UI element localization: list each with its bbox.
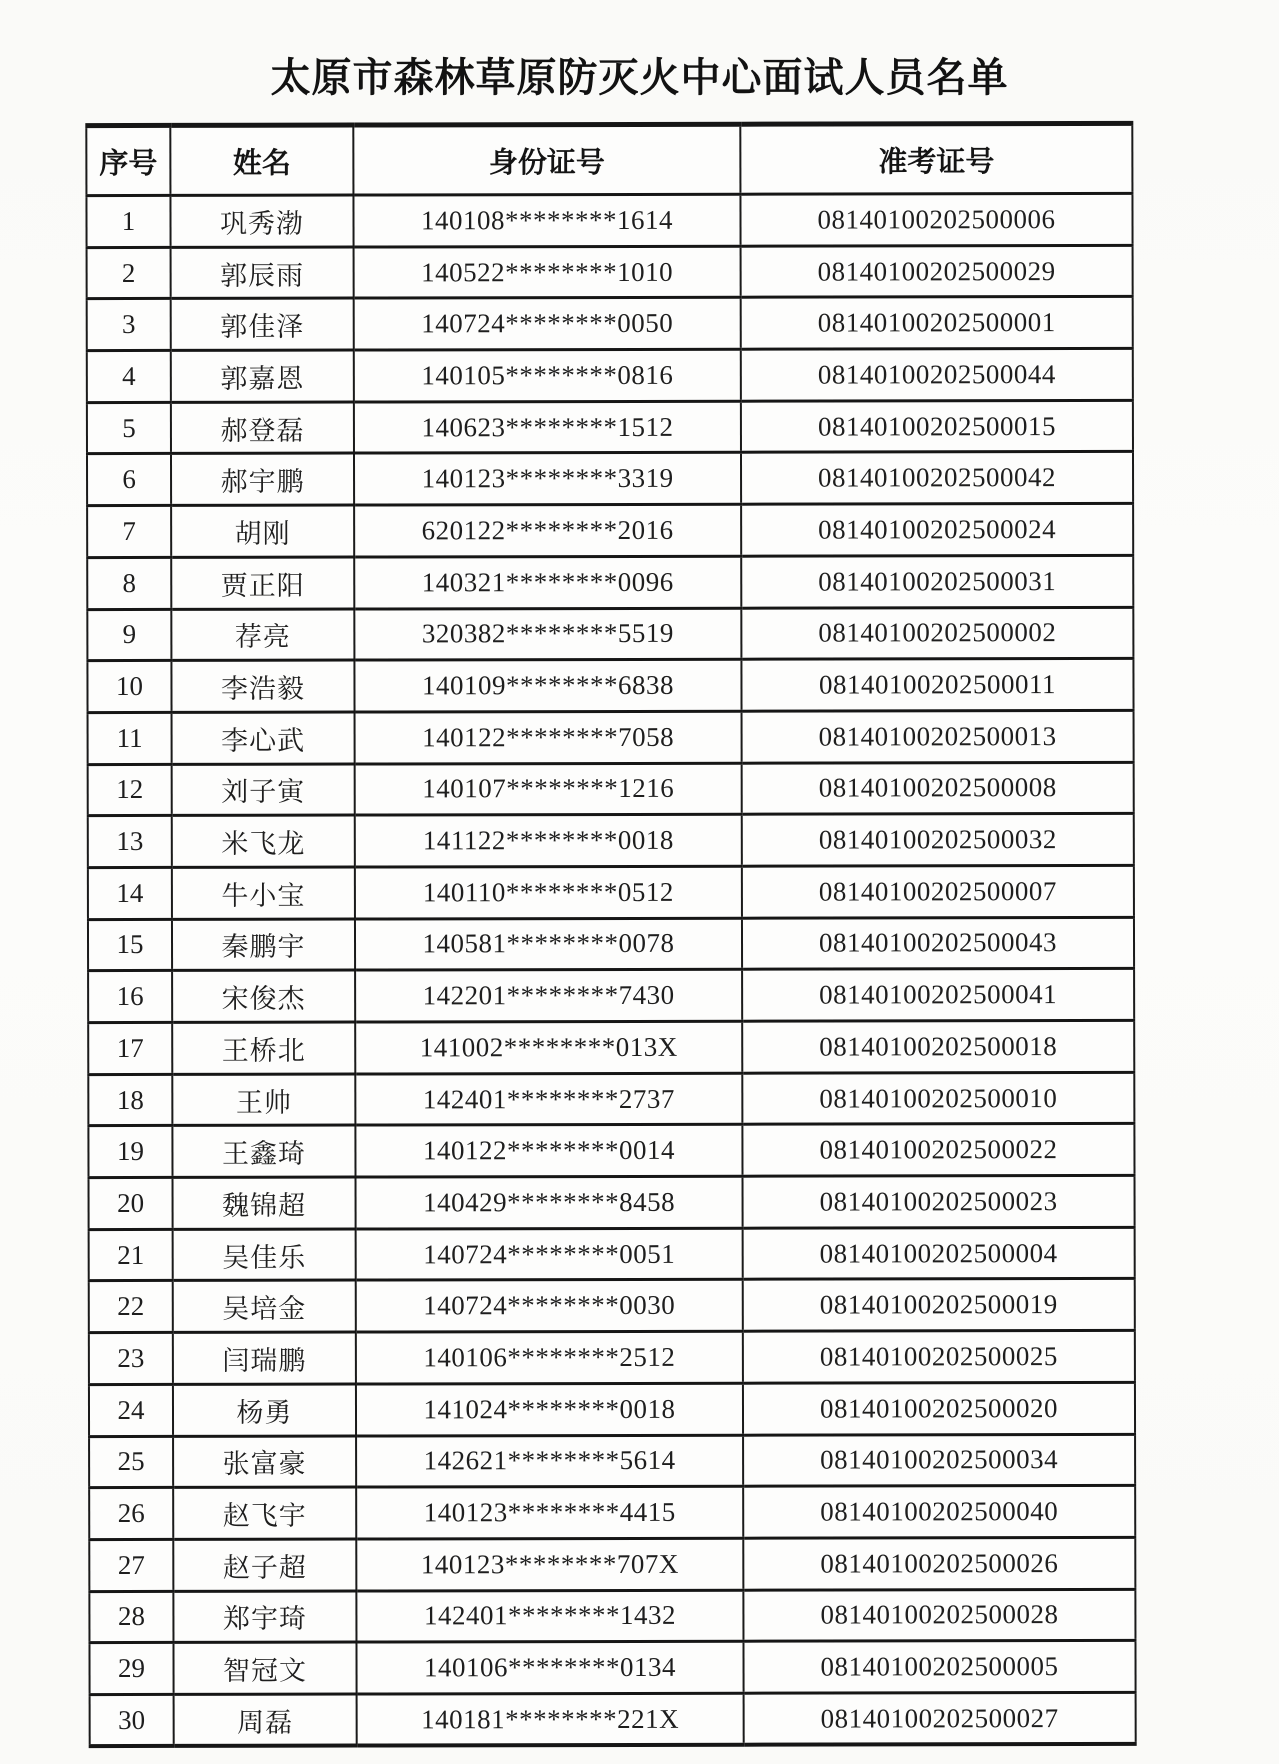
cell-no: 4 <box>87 350 171 402</box>
cell-ticket: 08140100202500040 <box>743 1486 1135 1539</box>
table-header <box>86 123 1132 195</box>
header-row <box>86 123 1132 195</box>
cell-id: 140108********1614 <box>353 194 740 246</box>
cell-no: 25 <box>89 1436 173 1488</box>
cell-ticket: 08140100202500005 <box>743 1641 1135 1694</box>
table-row <box>88 969 1134 1023</box>
cell-no: 24 <box>89 1384 173 1436</box>
cell-name: 巩秀渤 <box>170 195 353 247</box>
cell-no: 30 <box>90 1694 174 1746</box>
cell-name: 吴培金 <box>173 1280 356 1332</box>
cell-ticket: 08140100202500027 <box>744 1692 1136 1745</box>
cell-ticket: 08140100202500042 <box>741 452 1133 505</box>
table-row <box>87 659 1133 713</box>
cell-name: 郭佳泽 <box>171 298 354 350</box>
table-row <box>89 1486 1135 1540</box>
cell-ticket: 08140100202500011 <box>741 659 1133 712</box>
cell-ticket: 08140100202500044 <box>741 348 1133 401</box>
candidate-table <box>85 121 1136 1748</box>
table-row <box>87 504 1133 558</box>
cell-no: 23 <box>89 1333 173 1385</box>
table-row <box>87 245 1133 299</box>
cell-name: 赵子超 <box>173 1539 356 1591</box>
cell-no: 19 <box>88 1126 172 1178</box>
cell-ticket: 08140100202500031 <box>741 555 1133 608</box>
cell-id: 142201********7430 <box>355 970 742 1022</box>
candidate-table-wrap <box>85 121 1136 1748</box>
cell-name: 荐亮 <box>171 609 354 661</box>
cell-id: 142401********2737 <box>355 1073 742 1125</box>
table-row <box>88 710 1134 764</box>
page-title: 太原市森林草原防灭火中心面试人员名单 <box>270 56 1009 100</box>
table-row <box>88 1124 1134 1178</box>
cell-no: 13 <box>88 816 172 868</box>
cell-name: 李浩毅 <box>171 660 354 712</box>
cell-ticket: 08140100202500007 <box>742 865 1134 918</box>
cell-no: 10 <box>87 661 171 713</box>
table-row <box>88 814 1134 868</box>
cell-no: 20 <box>89 1177 173 1229</box>
cell-id: 140109********6838 <box>354 659 741 711</box>
cell-name: 贾正阳 <box>171 557 354 609</box>
cell-id: 141002********013X <box>355 1021 742 1073</box>
cell-ticket: 08140100202500020 <box>743 1382 1135 1435</box>
cell-ticket: 08140100202500043 <box>742 917 1134 970</box>
cell-id: 142621********5614 <box>356 1435 743 1487</box>
cell-no: 5 <box>87 402 171 454</box>
cell-ticket: 08140100202500010 <box>742 1072 1134 1125</box>
table-body <box>86 193 1135 1746</box>
cell-ticket: 08140100202500029 <box>741 245 1133 298</box>
cell-name: 赵飞宇 <box>173 1487 356 1539</box>
cell-id: 140105********0816 <box>354 349 741 401</box>
header-cell-id: 身份证号 <box>353 124 740 195</box>
header-cell-ticket: 准考证号 <box>740 123 1132 194</box>
cell-id: 140107********1216 <box>355 763 742 815</box>
table-row <box>87 555 1133 609</box>
table-row <box>86 193 1132 247</box>
cell-name: 郭嘉恩 <box>171 350 354 402</box>
cell-ticket: 08140100202500026 <box>743 1537 1135 1590</box>
cell-no: 18 <box>88 1074 172 1126</box>
table-row <box>89 1227 1135 1281</box>
table-row <box>88 917 1134 971</box>
table-row <box>88 762 1134 816</box>
cell-id: 142401********1432 <box>356 1590 743 1642</box>
cell-id: 140724********0050 <box>354 298 741 350</box>
cell-id: 140429********8458 <box>356 1176 743 1228</box>
cell-no: 17 <box>88 1022 172 1074</box>
cell-name: 王鑫琦 <box>172 1125 355 1177</box>
cell-id: 140724********0051 <box>356 1228 743 1280</box>
cell-no: 12 <box>88 764 172 816</box>
cell-id: 140123********707X <box>356 1538 743 1590</box>
cell-id: 140122********0014 <box>355 1125 742 1177</box>
table-row <box>88 865 1134 919</box>
table-row <box>89 1434 1135 1488</box>
cell-id: 140123********3319 <box>354 453 741 505</box>
cell-ticket: 08140100202500004 <box>743 1227 1135 1280</box>
cell-name: 周磊 <box>174 1694 357 1746</box>
table-row <box>89 1537 1135 1591</box>
table-row <box>89 1279 1135 1333</box>
cell-ticket: 08140100202500002 <box>741 607 1133 660</box>
cell-name: 吴佳乐 <box>173 1229 356 1281</box>
cell-name: 牛小宝 <box>172 867 355 919</box>
cell-name: 郝宇鹏 <box>171 453 354 505</box>
cell-no: 29 <box>89 1643 173 1695</box>
cell-id: 140181********221X <box>357 1693 744 1745</box>
cell-ticket: 08140100202500015 <box>741 400 1133 453</box>
header-cell-no: 序号 <box>86 125 170 195</box>
table-row <box>89 1641 1135 1695</box>
cell-name: 秦鹏宇 <box>172 919 355 971</box>
cell-no: 21 <box>89 1229 173 1281</box>
cell-name: 王帅 <box>172 1074 355 1126</box>
cell-name: 宋俊杰 <box>172 970 355 1022</box>
cell-no: 27 <box>89 1539 173 1591</box>
cell-id: 140724********0030 <box>356 1280 743 1332</box>
cell-id: 140106********2512 <box>356 1331 743 1383</box>
table-row <box>88 1072 1134 1126</box>
cell-id: 140321********0096 <box>354 556 741 608</box>
cell-name: 智冠文 <box>173 1642 356 1694</box>
cell-id: 140623********1512 <box>354 401 741 453</box>
cell-no: 22 <box>89 1281 173 1333</box>
cell-ticket: 08140100202500024 <box>741 504 1133 557</box>
cell-ticket: 08140100202500018 <box>742 1020 1134 1073</box>
table-row <box>89 1382 1135 1436</box>
cell-ticket: 08140100202500023 <box>743 1175 1135 1228</box>
cell-ticket: 08140100202500008 <box>742 762 1134 815</box>
cell-name: 胡刚 <box>171 505 354 557</box>
table-row <box>89 1331 1135 1385</box>
cell-name: 杨勇 <box>173 1384 356 1436</box>
cell-no: 1 <box>86 195 170 247</box>
cell-ticket: 08140100202500041 <box>742 969 1134 1022</box>
table-row <box>87 348 1133 402</box>
cell-name: 米飞龙 <box>172 815 355 867</box>
cell-ticket: 08140100202500019 <box>743 1279 1135 1332</box>
cell-id: 140123********4415 <box>356 1486 743 1538</box>
cell-no: 2 <box>87 247 171 299</box>
table-row <box>89 1175 1135 1229</box>
cell-name: 郭辰雨 <box>171 247 354 299</box>
table-row <box>88 1020 1134 1074</box>
table-row <box>90 1692 1136 1746</box>
cell-id: 620122********2016 <box>354 504 741 556</box>
cell-ticket: 08140100202500025 <box>743 1331 1135 1384</box>
cell-id: 141122********0018 <box>355 814 742 866</box>
cell-ticket: 08140100202500013 <box>742 710 1134 763</box>
cell-name: 刘子寅 <box>172 764 355 816</box>
cell-no: 7 <box>87 506 171 558</box>
cell-no: 6 <box>87 454 171 506</box>
cell-name: 闫瑞鹏 <box>173 1332 356 1384</box>
cell-name: 王桥北 <box>172 1022 355 1074</box>
cell-no: 3 <box>87 299 171 351</box>
cell-name: 李心武 <box>172 712 355 764</box>
cell-id: 140581********0078 <box>355 918 742 970</box>
cell-name: 郑宇琦 <box>173 1591 356 1643</box>
table-row <box>87 452 1133 506</box>
cell-id: 141024********0018 <box>356 1383 743 1435</box>
cell-ticket: 08140100202500001 <box>741 297 1133 350</box>
cell-ticket: 08140100202500028 <box>743 1589 1135 1642</box>
cell-ticket: 08140100202500034 <box>743 1434 1135 1487</box>
cell-ticket: 08140100202500032 <box>742 814 1134 867</box>
cell-ticket: 08140100202500022 <box>742 1124 1134 1177</box>
table-row <box>87 297 1133 351</box>
cell-no: 9 <box>87 609 171 661</box>
cell-name: 郝登磊 <box>171 402 354 454</box>
cell-ticket: 08140100202500006 <box>740 193 1132 246</box>
cell-no: 8 <box>87 557 171 609</box>
cell-no: 28 <box>89 1591 173 1643</box>
cell-no: 11 <box>88 712 172 764</box>
table-row <box>87 400 1133 454</box>
cell-id: 140106********0134 <box>356 1641 743 1693</box>
header-cell-name: 姓名 <box>170 125 353 195</box>
cell-name: 魏锦超 <box>173 1177 356 1229</box>
cell-id: 140122********7058 <box>355 711 742 763</box>
cell-no: 15 <box>88 919 172 971</box>
cell-no: 26 <box>89 1488 173 1540</box>
cell-id: 140522********1010 <box>354 246 741 298</box>
cell-id: 140110********0512 <box>355 866 742 918</box>
cell-name: 张富豪 <box>173 1436 356 1488</box>
cell-no: 14 <box>88 867 172 919</box>
table-row <box>89 1589 1135 1643</box>
table-row <box>87 607 1133 661</box>
cell-no: 16 <box>88 971 172 1023</box>
cell-id: 320382********5519 <box>354 608 741 660</box>
